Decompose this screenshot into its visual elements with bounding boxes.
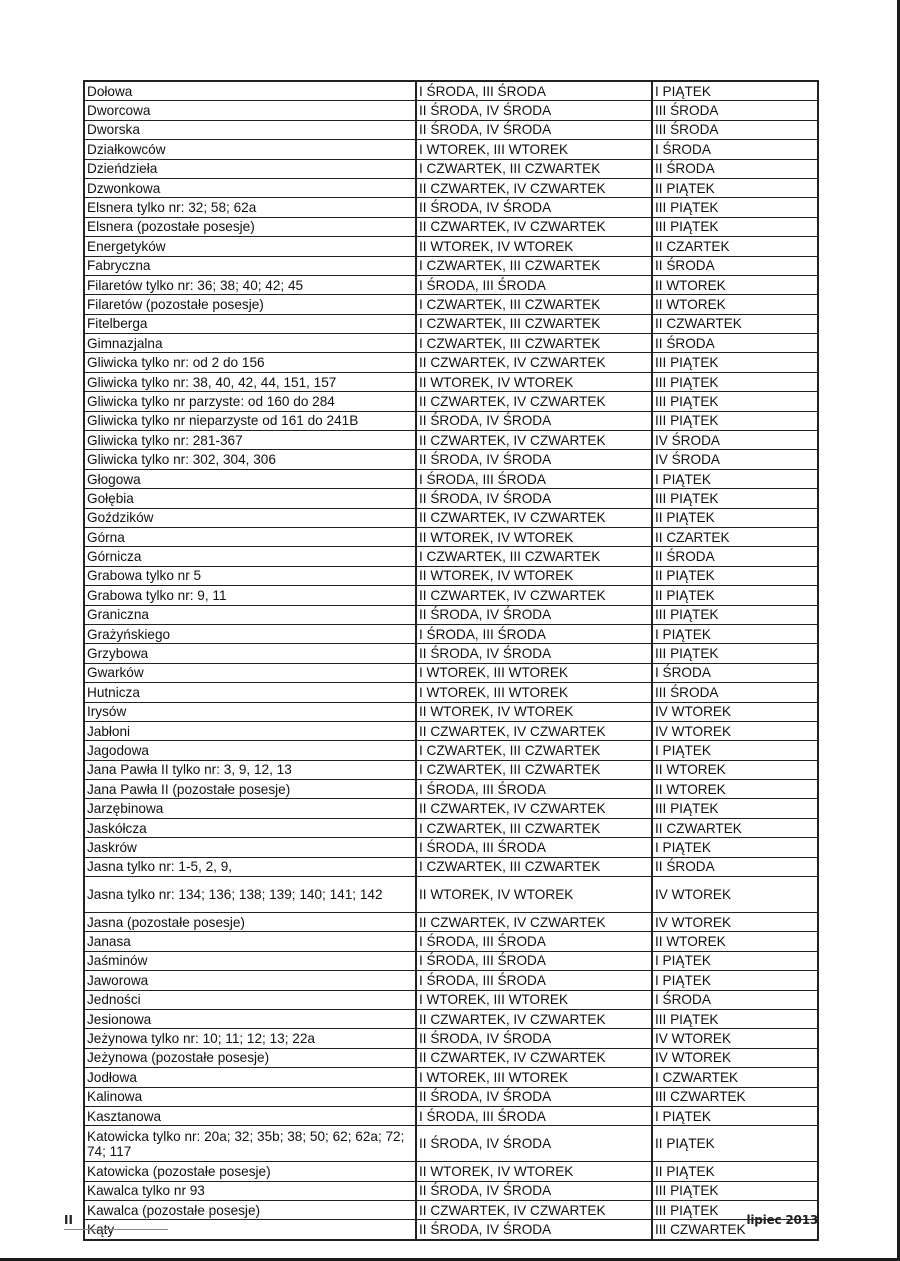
second-collection-cell: I PIĄTEK xyxy=(652,741,818,760)
second-collection-cell: III PIĄTEK xyxy=(652,372,818,391)
first-collection-cell: II CZWARTEK, IV CZWARTEK xyxy=(416,508,652,527)
second-collection-cell: I PIĄTEK xyxy=(652,469,818,488)
street-name-cell: Jeżynowa tylko nr: 10; 11; 12; 13; 22a xyxy=(84,1029,416,1048)
second-collection-cell: II PIĄTEK xyxy=(652,586,818,605)
table-row xyxy=(84,1087,818,1106)
first-collection-cell: II WTOREK, IV WTOREK xyxy=(416,566,652,585)
first-collection-cell: I ŚRODA, III ŚRODA xyxy=(416,81,652,101)
first-collection-cell: I WTOREK, III WTOREK xyxy=(416,663,652,682)
table-row xyxy=(84,566,818,585)
first-collection-cell: I ŚRODA, III ŚRODA xyxy=(416,624,652,643)
street-name-cell: Jaskrów xyxy=(84,838,416,857)
table-row xyxy=(84,683,818,702)
page-number: II xyxy=(64,1213,168,1230)
table-row xyxy=(84,818,818,837)
first-collection-cell: II CZWARTEK, IV CZWARTEK xyxy=(416,1048,652,1067)
first-collection-cell: II ŚRODA, IV ŚRODA xyxy=(416,489,652,508)
table-row xyxy=(84,624,818,643)
second-collection-cell: II ŚRODA xyxy=(652,334,818,353)
street-name-cell: Katowicka (pozostałe posesje) xyxy=(84,1162,416,1181)
first-collection-cell: II ŚRODA, IV ŚRODA xyxy=(416,101,652,120)
table-row xyxy=(84,760,818,779)
second-collection-cell: II ŚRODA xyxy=(652,857,818,876)
street-name-cell: Jarzębinowa xyxy=(84,799,416,818)
first-collection-cell: II CZWARTEK, IV CZWARTEK xyxy=(416,586,652,605)
street-name-cell: Grabowa tylko nr 5 xyxy=(84,566,416,585)
first-collection-cell: II CZWARTEK, IV CZWARTEK xyxy=(416,721,652,740)
street-name-cell: Dworska xyxy=(84,120,416,139)
street-name-cell: Grażyńskiego xyxy=(84,624,416,643)
street-name-cell: Filaretów (pozostałe posesje) xyxy=(84,295,416,314)
street-name-cell: Kalinowa xyxy=(84,1087,416,1106)
table-row xyxy=(84,780,818,799)
street-name-cell: Jaśminów xyxy=(84,951,416,970)
table-row xyxy=(84,586,818,605)
second-collection-cell: III PIĄTEK xyxy=(652,605,818,624)
street-name-cell: Gliwicka tylko nr nieparzyste od 161 do 241B xyxy=(84,411,416,430)
street-name-cell: Kąty xyxy=(84,1220,416,1240)
second-collection-cell: IV WTOREK xyxy=(652,1029,818,1048)
first-collection-cell: II ŚRODA, IV ŚRODA xyxy=(416,1029,652,1048)
second-collection-cell: I ŚRODA xyxy=(652,663,818,682)
first-collection-cell: II CZWARTEK, IV CZWARTEK xyxy=(416,353,652,372)
street-name-cell: Jana Pawła II tylko nr: 3, 9, 12, 13 xyxy=(84,760,416,779)
table-row xyxy=(84,990,818,1009)
table-row xyxy=(84,1181,818,1200)
second-collection-cell: III PIĄTEK xyxy=(652,1009,818,1028)
second-collection-cell: II PIĄTEK xyxy=(652,508,818,527)
street-name-cell: Gołębia xyxy=(84,489,416,508)
table-row xyxy=(84,1068,818,1087)
second-collection-cell: III PIĄTEK xyxy=(652,353,818,372)
street-name-cell: Hutnicza xyxy=(84,683,416,702)
second-collection-cell: II PIĄTEK xyxy=(652,1126,818,1162)
table-row xyxy=(84,450,818,469)
second-collection-cell: III PIĄTEK xyxy=(652,198,818,217)
first-collection-cell: I WTOREK, III WTOREK xyxy=(416,1068,652,1087)
street-name-cell: Filaretów tylko nr: 36; 38; 40; 42; 45 xyxy=(84,275,416,294)
table-row xyxy=(84,1106,818,1125)
first-collection-cell: II ŚRODA, IV ŚRODA xyxy=(416,450,652,469)
street-name-cell: Gliwicka tylko nr: 38, 40, 42, 44, 151, 157 xyxy=(84,372,416,391)
table-row xyxy=(84,702,818,721)
first-collection-cell: I CZWARTEK, III CZWARTEK xyxy=(416,159,652,178)
street-name-cell: Gliwicka tylko nr: 302, 304, 306 xyxy=(84,450,416,469)
second-collection-cell: III PIĄTEK xyxy=(652,411,818,430)
second-collection-cell: I ŚRODA xyxy=(652,140,818,159)
street-name-cell: Kawalca tylko nr 93 xyxy=(84,1181,416,1200)
second-collection-cell: I PIĄTEK xyxy=(652,1106,818,1125)
second-collection-cell: I ŚRODA xyxy=(652,990,818,1009)
table-row xyxy=(84,1201,818,1220)
second-collection-cell: III ŚRODA xyxy=(652,683,818,702)
street-name-cell: Jeżynowa (pozostałe posesje) xyxy=(84,1048,416,1067)
second-collection-cell: III CZWARTEK xyxy=(652,1220,818,1240)
first-collection-cell: I ŚRODA, III ŚRODA xyxy=(416,951,652,970)
first-collection-cell: II WTOREK, IV WTOREK xyxy=(416,372,652,391)
street-name-cell: Głogowa xyxy=(84,469,416,488)
street-name-cell: Fabryczna xyxy=(84,256,416,275)
table-row xyxy=(84,140,818,159)
table-row xyxy=(84,1220,818,1240)
table-row xyxy=(84,508,818,527)
street-name-cell: Janasa xyxy=(84,932,416,951)
street-name-cell: Jodłowa xyxy=(84,1068,416,1087)
first-collection-cell: I ŚRODA, III ŚRODA xyxy=(416,780,652,799)
street-name-cell: Jesionowa xyxy=(84,1009,416,1028)
street-name-cell: Irysów xyxy=(84,702,416,721)
table-row xyxy=(84,1126,818,1162)
second-collection-cell: II ŚRODA xyxy=(652,159,818,178)
street-name-cell: Jabłoni xyxy=(84,721,416,740)
first-collection-cell: II CZWARTEK, IV CZWARTEK xyxy=(416,1009,652,1028)
table-row xyxy=(84,469,818,488)
table-row xyxy=(84,838,818,857)
second-collection-cell: IV ŚRODA xyxy=(652,431,818,450)
table-row xyxy=(84,101,818,120)
table-row xyxy=(84,392,818,411)
street-name-cell: Dworcowa xyxy=(84,101,416,120)
first-collection-cell: I ŚRODA, III ŚRODA xyxy=(416,275,652,294)
first-collection-cell: I CZWARTEK, III CZWARTEK xyxy=(416,256,652,275)
table-row xyxy=(84,237,818,256)
first-collection-cell: II WTOREK, IV WTOREK xyxy=(416,237,652,256)
table-row xyxy=(84,198,818,217)
street-name-cell: Gimnazjalna xyxy=(84,334,416,353)
street-name-cell: Jagodowa xyxy=(84,741,416,760)
first-collection-cell: I WTOREK, III WTOREK xyxy=(416,990,652,1009)
table-row xyxy=(84,489,818,508)
street-name-cell: Jedności xyxy=(84,990,416,1009)
second-collection-cell: II WTOREK xyxy=(652,295,818,314)
table-row xyxy=(84,178,818,197)
table-row xyxy=(84,256,818,275)
table-row xyxy=(84,1029,818,1048)
street-name-cell: Gliwicka tylko nr: 281-367 xyxy=(84,431,416,450)
second-collection-cell: II WTOREK xyxy=(652,932,818,951)
first-collection-cell: I ŚRODA, III ŚRODA xyxy=(416,838,652,857)
street-name-cell: Energetyków xyxy=(84,237,416,256)
second-collection-cell: I PIĄTEK xyxy=(652,951,818,970)
table-row xyxy=(84,877,818,913)
first-collection-cell: II ŚRODA, IV ŚRODA xyxy=(416,605,652,624)
second-collection-cell: II CZARTEK xyxy=(652,237,818,256)
first-collection-cell: I CZWARTEK, III CZWARTEK xyxy=(416,818,652,837)
table-row xyxy=(84,547,818,566)
first-collection-cell: II CZWARTEK, IV CZWARTEK xyxy=(416,1201,652,1220)
second-collection-cell: III PIĄTEK xyxy=(652,392,818,411)
collection-schedule-table xyxy=(83,80,819,1241)
first-collection-cell: I CZWARTEK, III CZWARTEK xyxy=(416,760,652,779)
table-row xyxy=(84,372,818,391)
first-collection-cell: I ŚRODA, III ŚRODA xyxy=(416,971,652,990)
first-collection-cell: I CZWARTEK, III CZWARTEK xyxy=(416,857,652,876)
first-collection-cell: I CZWARTEK, III CZWARTEK xyxy=(416,295,652,314)
first-collection-cell: I ŚRODA, III ŚRODA xyxy=(416,932,652,951)
table-row xyxy=(84,605,818,624)
street-name-cell: Grabowa tylko nr: 9, 11 xyxy=(84,586,416,605)
street-name-cell: Dołowa xyxy=(84,81,416,101)
street-name-cell: Kawalca (pozostałe posesje) xyxy=(84,1201,416,1220)
second-collection-cell: IV WTOREK xyxy=(652,702,818,721)
second-collection-cell: IV WTOREK xyxy=(652,913,818,932)
street-name-cell: Katowicka tylko nr: 20a; 32; 35b; 38; 50; 62; 62a; 72; 74; 117 xyxy=(84,1126,416,1162)
second-collection-cell: IV WTOREK xyxy=(652,1048,818,1067)
table-row xyxy=(84,120,818,139)
second-collection-cell: III PIĄTEK xyxy=(652,799,818,818)
table-row xyxy=(84,663,818,682)
street-name-cell: Gliwicka tylko nr: od 2 do 156 xyxy=(84,353,416,372)
second-collection-cell: III ŚRODA xyxy=(652,120,818,139)
street-name-cell: Górna xyxy=(84,527,416,546)
first-collection-cell: II CZWARTEK, IV CZWARTEK xyxy=(416,913,652,932)
table-row xyxy=(84,314,818,333)
second-collection-cell: II CZWARTEK xyxy=(652,818,818,837)
street-name-cell: Graniczna xyxy=(84,605,416,624)
second-collection-cell: II PIĄTEK xyxy=(652,1162,818,1181)
second-collection-cell: II ŚRODA xyxy=(652,256,818,275)
second-collection-cell: IV WTOREK xyxy=(652,877,818,913)
schedule-table-body xyxy=(84,81,818,1240)
table-row xyxy=(84,1162,818,1181)
table-row xyxy=(84,1048,818,1067)
table-row xyxy=(84,857,818,876)
first-collection-cell: I CZWARTEK, III CZWARTEK xyxy=(416,314,652,333)
first-collection-cell: II ŚRODA, IV ŚRODA xyxy=(416,198,652,217)
table-row xyxy=(84,217,818,236)
table-row xyxy=(84,1009,818,1028)
first-collection-cell: II WTOREK, IV WTOREK xyxy=(416,702,652,721)
first-collection-cell: II WTOREK, IV WTOREK xyxy=(416,1162,652,1181)
table-row xyxy=(84,353,818,372)
table-row xyxy=(84,644,818,663)
street-name-cell: Fitelberga xyxy=(84,314,416,333)
first-collection-cell: I WTOREK, III WTOREK xyxy=(416,140,652,159)
second-collection-cell: II WTOREK xyxy=(652,275,818,294)
second-collection-cell: II PIĄTEK xyxy=(652,566,818,585)
street-name-cell: Grzybowa xyxy=(84,644,416,663)
street-name-cell: Elsnera (pozostałe posesje) xyxy=(84,217,416,236)
table-row xyxy=(84,431,818,450)
first-collection-cell: II ŚRODA, IV ŚRODA xyxy=(416,1181,652,1200)
table-row xyxy=(84,799,818,818)
first-collection-cell: II ŚRODA, IV ŚRODA xyxy=(416,1126,652,1162)
street-name-cell: Elsnera tylko nr: 32; 58; 62a xyxy=(84,198,416,217)
table-row xyxy=(84,913,818,932)
table-row xyxy=(84,295,818,314)
first-collection-cell: I CZWARTEK, III CZWARTEK xyxy=(416,334,652,353)
second-collection-cell: II WTOREK xyxy=(652,780,818,799)
first-collection-cell: I ŚRODA, III ŚRODA xyxy=(416,469,652,488)
issue-date: lipiec 2013 xyxy=(746,1213,818,1227)
second-collection-cell: IV ŚRODA xyxy=(652,450,818,469)
second-collection-cell: II ŚRODA xyxy=(652,547,818,566)
first-collection-cell: II ŚRODA, IV ŚRODA xyxy=(416,1220,652,1240)
second-collection-cell: I PIĄTEK xyxy=(652,838,818,857)
first-collection-cell: II WTOREK, IV WTOREK xyxy=(416,877,652,913)
table-row xyxy=(84,932,818,951)
second-collection-cell: I PIĄTEK xyxy=(652,624,818,643)
street-name-cell: Jasna tylko nr: 1-5, 2, 9, xyxy=(84,857,416,876)
street-name-cell: Górnicza xyxy=(84,547,416,566)
first-collection-cell: II ŚRODA, IV ŚRODA xyxy=(416,1087,652,1106)
street-name-cell: Gliwicka tylko nr parzyste: od 160 do 284 xyxy=(84,392,416,411)
second-collection-cell: I CZWARTEK xyxy=(652,1068,818,1087)
second-collection-cell: III PIĄTEK xyxy=(652,1181,818,1200)
first-collection-cell: II CZWARTEK, IV CZWARTEK xyxy=(416,217,652,236)
table-row xyxy=(84,81,818,101)
street-name-cell: Jasna (pozostałe posesje) xyxy=(84,913,416,932)
first-collection-cell: II ŚRODA, IV ŚRODA xyxy=(416,120,652,139)
second-collection-cell: IV WTOREK xyxy=(652,721,818,740)
second-collection-cell: III PIĄTEK xyxy=(652,217,818,236)
table-row xyxy=(84,527,818,546)
table-row xyxy=(84,275,818,294)
street-name-cell: Goździków xyxy=(84,508,416,527)
table-row xyxy=(84,951,818,970)
street-name-cell: Jaworowa xyxy=(84,971,416,990)
table-row xyxy=(84,411,818,430)
first-collection-cell: I WTOREK, III WTOREK xyxy=(416,683,652,702)
first-collection-cell: II WTOREK, IV WTOREK xyxy=(416,527,652,546)
second-collection-cell: I PIĄTEK xyxy=(652,971,818,990)
second-collection-cell: II CZWARTEK xyxy=(652,314,818,333)
street-name-cell: Działkowców xyxy=(84,140,416,159)
second-collection-cell: III PIĄTEK xyxy=(652,1201,818,1220)
second-collection-cell: III PIĄTEK xyxy=(652,489,818,508)
street-name-cell: Dzwonkowa xyxy=(84,178,416,197)
first-collection-cell: II CZWARTEK, IV CZWARTEK xyxy=(416,178,652,197)
street-name-cell: Gwarków xyxy=(84,663,416,682)
second-collection-cell: III CZWARTEK xyxy=(652,1087,818,1106)
first-collection-cell: II ŚRODA, IV ŚRODA xyxy=(416,644,652,663)
table-row xyxy=(84,334,818,353)
first-collection-cell: II CZWARTEK, IV CZWARTEK xyxy=(416,799,652,818)
table-row xyxy=(84,721,818,740)
first-collection-cell: I ŚRODA, III ŚRODA xyxy=(416,1106,652,1125)
street-name-cell: Jaskółcza xyxy=(84,818,416,837)
first-collection-cell: I CZWARTEK, III CZWARTEK xyxy=(416,741,652,760)
second-collection-cell: III PIĄTEK xyxy=(652,644,818,663)
second-collection-cell: I PIĄTEK xyxy=(652,81,818,101)
first-collection-cell: II CZWARTEK, IV CZWARTEK xyxy=(416,431,652,450)
second-collection-cell: II PIĄTEK xyxy=(652,178,818,197)
first-collection-cell: II CZWARTEK, IV CZWARTEK xyxy=(416,392,652,411)
street-name-cell: Dzieńdzieła xyxy=(84,159,416,178)
first-collection-cell: I CZWARTEK, III CZWARTEK xyxy=(416,547,652,566)
second-collection-cell: II CZARTEK xyxy=(652,527,818,546)
table-row xyxy=(84,971,818,990)
street-name-cell: Jana Pawła II (pozostałe posesje) xyxy=(84,780,416,799)
first-collection-cell: II ŚRODA, IV ŚRODA xyxy=(416,411,652,430)
table-row xyxy=(84,741,818,760)
second-collection-cell: II WTOREK xyxy=(652,760,818,779)
street-name-cell: Kasztanowa xyxy=(84,1106,416,1125)
second-collection-cell: III ŚRODA xyxy=(652,101,818,120)
table-row xyxy=(84,159,818,178)
street-name-cell: Jasna tylko nr: 134; 136; 138; 139; 140; 141; 142 xyxy=(84,877,416,913)
